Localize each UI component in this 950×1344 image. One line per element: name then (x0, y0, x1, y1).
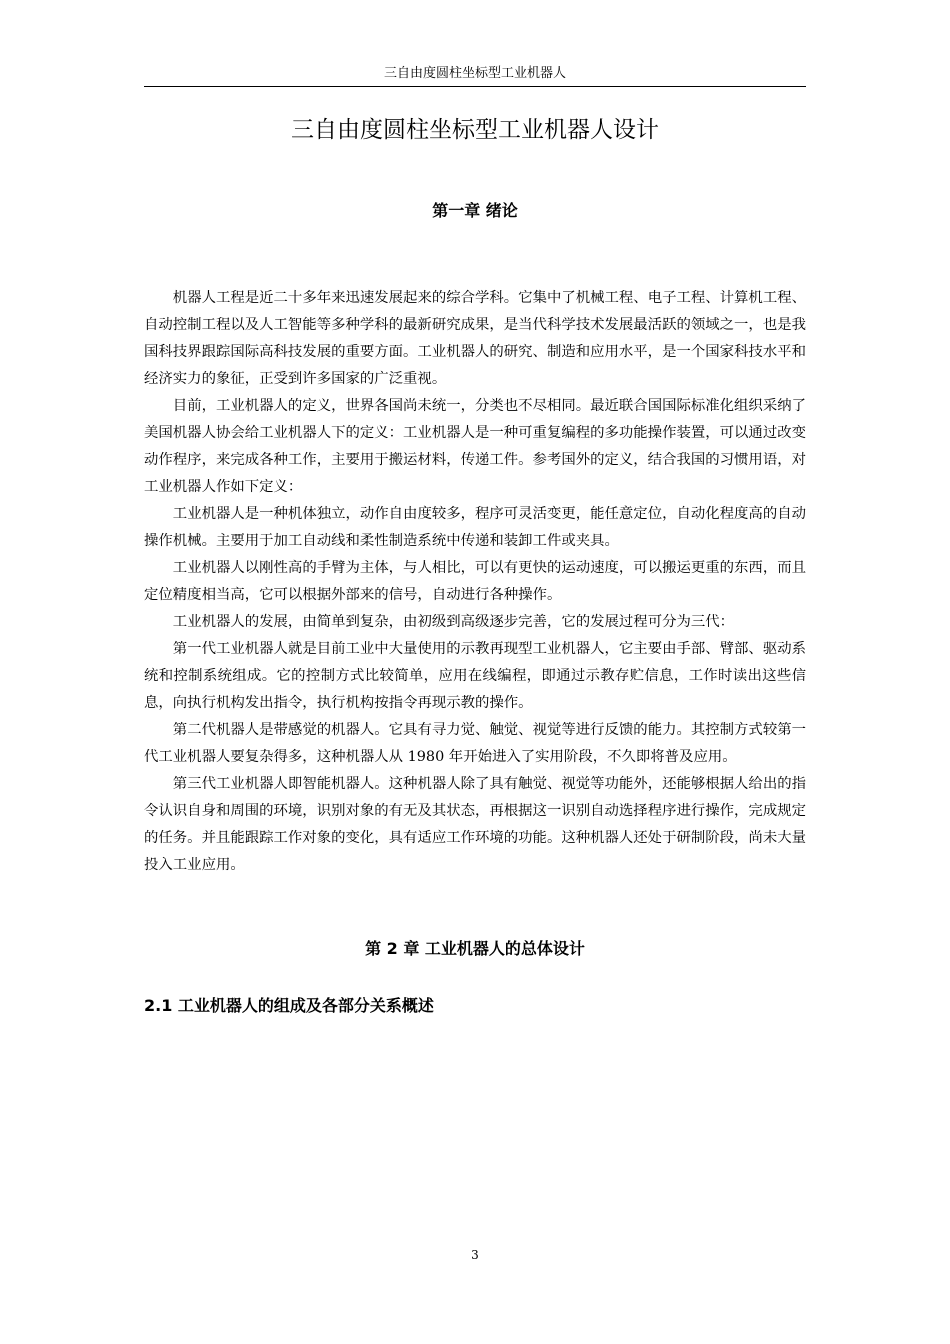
paragraph: 目前，工业机器人的定义，世界各国尚未统一，分类也不尽相同。最近联合国国际标准化组织采纳了美国机器人协会给工业机器人下的定义：工业机器人是一种可重复编程的多功能操作装置，可以通过改变动作程序，来完成各种工作，主要用于搬运材料，传递工件。参考国外的定义，结合我国的习惯用语，对工业机器人作如下定义： (144, 398, 806, 495)
document-title: 三自由度圆柱坐标型工业机器人设计 (291, 117, 659, 143)
paragraph: 机器人工程是近二十多年来迅速发展起来的综合学科。它集中了机械工程、电子工程、计算机工程、自动控制工程以及人工智能等多种学科的最新研究成果，是当代科学技术发展最活跃的领域之一，也是我 国科技界跟踪国际高科技发展的重要方面。工业机器人的研究、制造和应用水平，是一个国家科技水平和经济实力的象征，正受到许多国家的广泛重视。 (144, 290, 806, 387)
page-number: 3 (471, 1248, 479, 1262)
running-header: 三自由度圆柱坐标型工业机器人 (383, 66, 566, 81)
paragraph: 工业机器人是一种机体独立，动作自由度较多，程序可灵活变更，能任意定位，自动化程度高的自动操作机械。主要用于加工自动线和柔性制造系统中传递和装卸工件或夹具。 (144, 506, 806, 549)
chapter-2-heading: 第 2 章 工业机器人的总体设计 (365, 939, 585, 958)
header-divider (144, 86, 806, 87)
chapter-1-heading: 第一章 绪论 (432, 201, 518, 220)
paragraph: 第二代机器人是带感觉的机器人。它具有寻力觉、触觉、视觉等进行反馈的能力。其控制方式较第一代工业机器人要复杂得多，这种机器人从 1980 年开始进入了实用阶段，不久即将普及应用。 (144, 722, 806, 765)
paragraph: 工业机器人的发展，由简单到复杂，由初级到高级逐步完善，它的发展过程可分为三代： (172, 614, 735, 630)
paragraph: 第三代工业机器人即智能机器人。这种机器人除了具有触觉、视觉等功能外，还能够根据人给出的指令认识自身和周围的环境，识别对象的有无及其状态，再根据这一识别自动选择程序进行操作，完成规定的任务。并且能跟踪工作对象的变化，具有适应工作环境的功能。这种机器人还处于研制阶段，尚未大量投入工业应用。 (144, 776, 806, 873)
paragraph: 第一代工业机器人就是目前工业中大量使用的示教再现型工业机器人，它主要由手部、臂部、驱动系统和控制系统组成。它的控制方式比较简单，应用在线编程，即通过示教存贮信息，工作时读出这些信息，向执行机构发出指令，执行机构按指令再现示教的操作。 (144, 641, 806, 711)
chapter-1-body (144, 285, 806, 879)
section-2-1-heading: 2.1 工业机器人的组成及各部分关系概述 (144, 996, 434, 1015)
paragraph: 工业机器人以刚性高的手臂为主体，与人相比，可以有更快的运动速度，可以搬运更重的东西，而且定位精度相当高，它可以根据外部来的信号，自动进行各种操作。 (144, 560, 806, 603)
